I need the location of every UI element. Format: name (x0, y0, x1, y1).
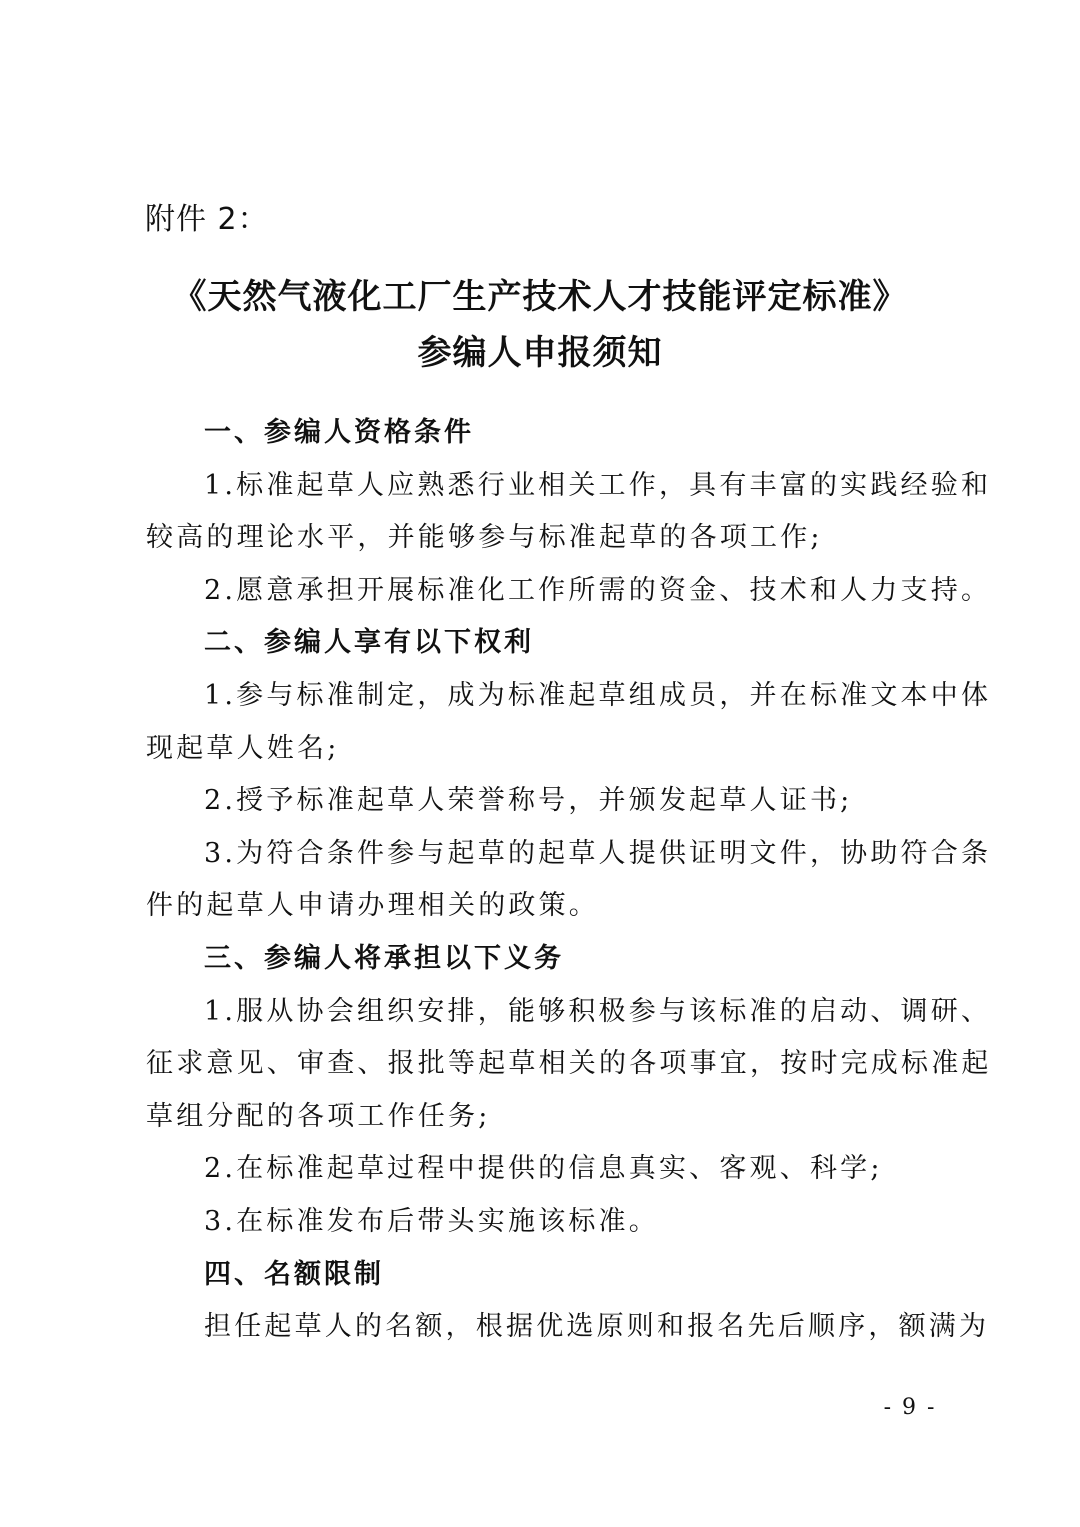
section-heading: 二、参编人享有以下权利 (204, 627, 534, 659)
section-heading: 四、名额限制 (204, 1258, 384, 1290)
paragraph-line: 1.服从协会组织安排，能够积极参与该标准的启动、调研、 (204, 995, 992, 1027)
paragraph-line: 担任起草人的名额，根据优选原则和报名先后顺序，额满为 (204, 1311, 990, 1343)
document-body (146, 407, 992, 1354)
page-number: - 9 - (883, 1395, 937, 1420)
paragraph-line: 3.在标准发布后带头实施该标准。 (204, 1205, 659, 1237)
paragraph-continuation-line: 较高的理论水平，并能够参与标准起草的各项工作; (146, 522, 823, 554)
paragraph-line: 1.标准起草人应熟悉行业相关工作，具有丰富的实践经验和 (204, 469, 992, 501)
paragraph-line: 2.授予标准起草人荣誉称号，并颁发起草人证书; (204, 785, 853, 817)
section-heading: 一、参编人资格条件 (204, 417, 474, 448)
document-subtitle: 参编人申报须知 (417, 333, 663, 373)
paragraph-continuation-line: 件的起草人申请办理相关的政策。 (146, 890, 599, 922)
document-title: 《天然气液化工厂生产技术人才技能评定标准》 (172, 277, 908, 317)
paragraph-continuation-line: 草组分配的各项工作任务; (146, 1100, 491, 1132)
paragraph-line: 2.愿意承担开展标准化工作所需的资金、技术和人力支持。 (204, 574, 992, 606)
paragraph-continuation-line: 现起草人姓名; (146, 732, 340, 764)
paragraph-line: 2.在标准起草过程中提供的信息真实、客观、科学; (204, 1153, 883, 1185)
attachment-label: 附件 2： (145, 202, 269, 237)
paragraph-continuation-line: 征求意见、审查、报批等起草相关的各项事宜，按时完成标准起 (146, 1048, 992, 1080)
paragraph-line: 3.为符合条件参与起草的起草人提供证明文件，协助符合条 (204, 837, 992, 869)
paragraph-line: 1.参与标准制定，成为标准起草组成员，并在标准文本中体 (204, 679, 992, 711)
section-heading: 三、参编人将承担以下义务 (204, 942, 564, 974)
